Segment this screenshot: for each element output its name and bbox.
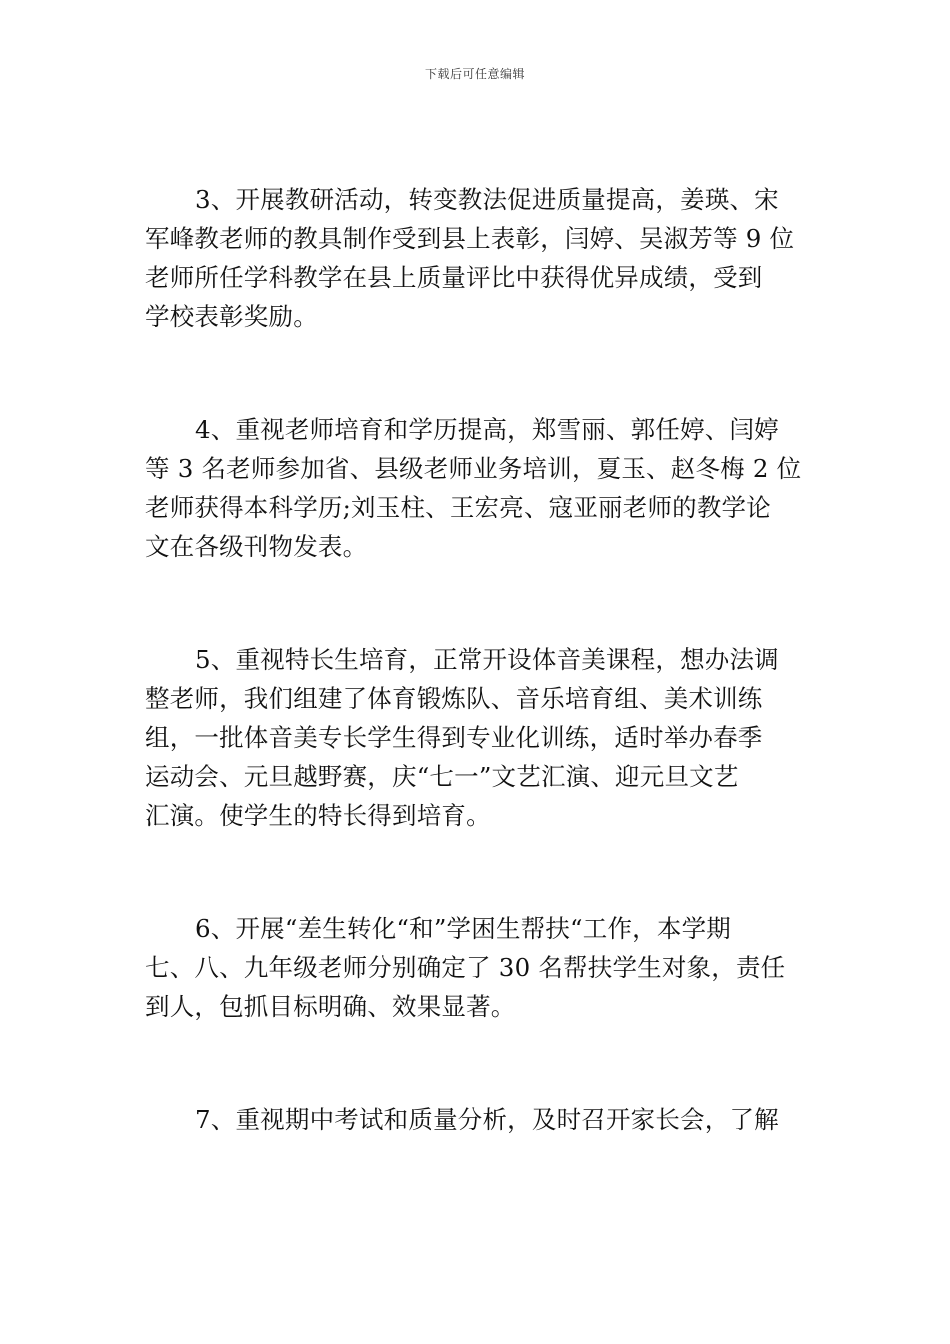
page-header-note: 下载后可任意编辑: [424, 67, 525, 81]
paragraph-line: 学校表彰奖励。: [145, 302, 318, 331]
paragraph-line: 4、重视老师培育和学历提高，郑雪丽、郭任婷、闫婷: [195, 415, 779, 444]
paragraph-line: 老师所任学科教学在县上质量评比中获得优异成绩，受到: [145, 263, 763, 292]
paragraph-line: 等 3 名老师参加省、县级老师业务培训，夏玉、赵冬梅 2 位: [145, 454, 802, 483]
paragraph-line: 5、重视特长生培育，正常开设体音美课程，想办法调: [195, 645, 779, 674]
paragraph-line: 文在各级刊物发表。: [145, 532, 368, 561]
paragraph-4: [145, 410, 815, 566]
paragraph-line: 组，一批体音美专长学生得到专业化训练，适时举办春季: [145, 723, 763, 752]
paragraph-7: [145, 1100, 815, 1139]
document-body: [145, 180, 815, 1213]
paragraph-line: 七、八、九年级老师分别确定了 30 名帮扶学生对象，责任: [145, 953, 786, 982]
paragraph-line: 汇演。使学生的特长得到培育。: [145, 801, 491, 830]
paragraph-line: 到人，包抓目标明确、效果显著。: [145, 992, 516, 1021]
paragraph-line: 运动会、元旦越野赛，庆“七一”文艺汇演、迎元旦文艺: [145, 762, 739, 791]
paragraph-line: 军峰教老师的教具制作受到县上表彰，闫婷、吴淑芳等 9 位: [145, 224, 795, 253]
paragraph-line: 老师获得本科学历;刘玉柱、王宏亮、寇亚丽老师的教学论: [145, 493, 771, 522]
paragraph-line: 6、开展“差生转化“和”学困生帮扶“工作，本学期: [195, 914, 731, 943]
paragraph-line: 整老师，我们组建了体育锻炼队、音乐培育组、美术训练: [145, 684, 763, 713]
paragraph-5: [145, 640, 815, 835]
paragraph-line: 7、重视期中考试和质量分析，及时召开家长会，了解: [195, 1105, 779, 1134]
paragraph-6: [145, 909, 815, 1026]
paragraph-line: 3、开展教研活动，转变教法促进质量提高，姜瑛、宋: [195, 185, 779, 214]
paragraph-3: [145, 180, 815, 336]
